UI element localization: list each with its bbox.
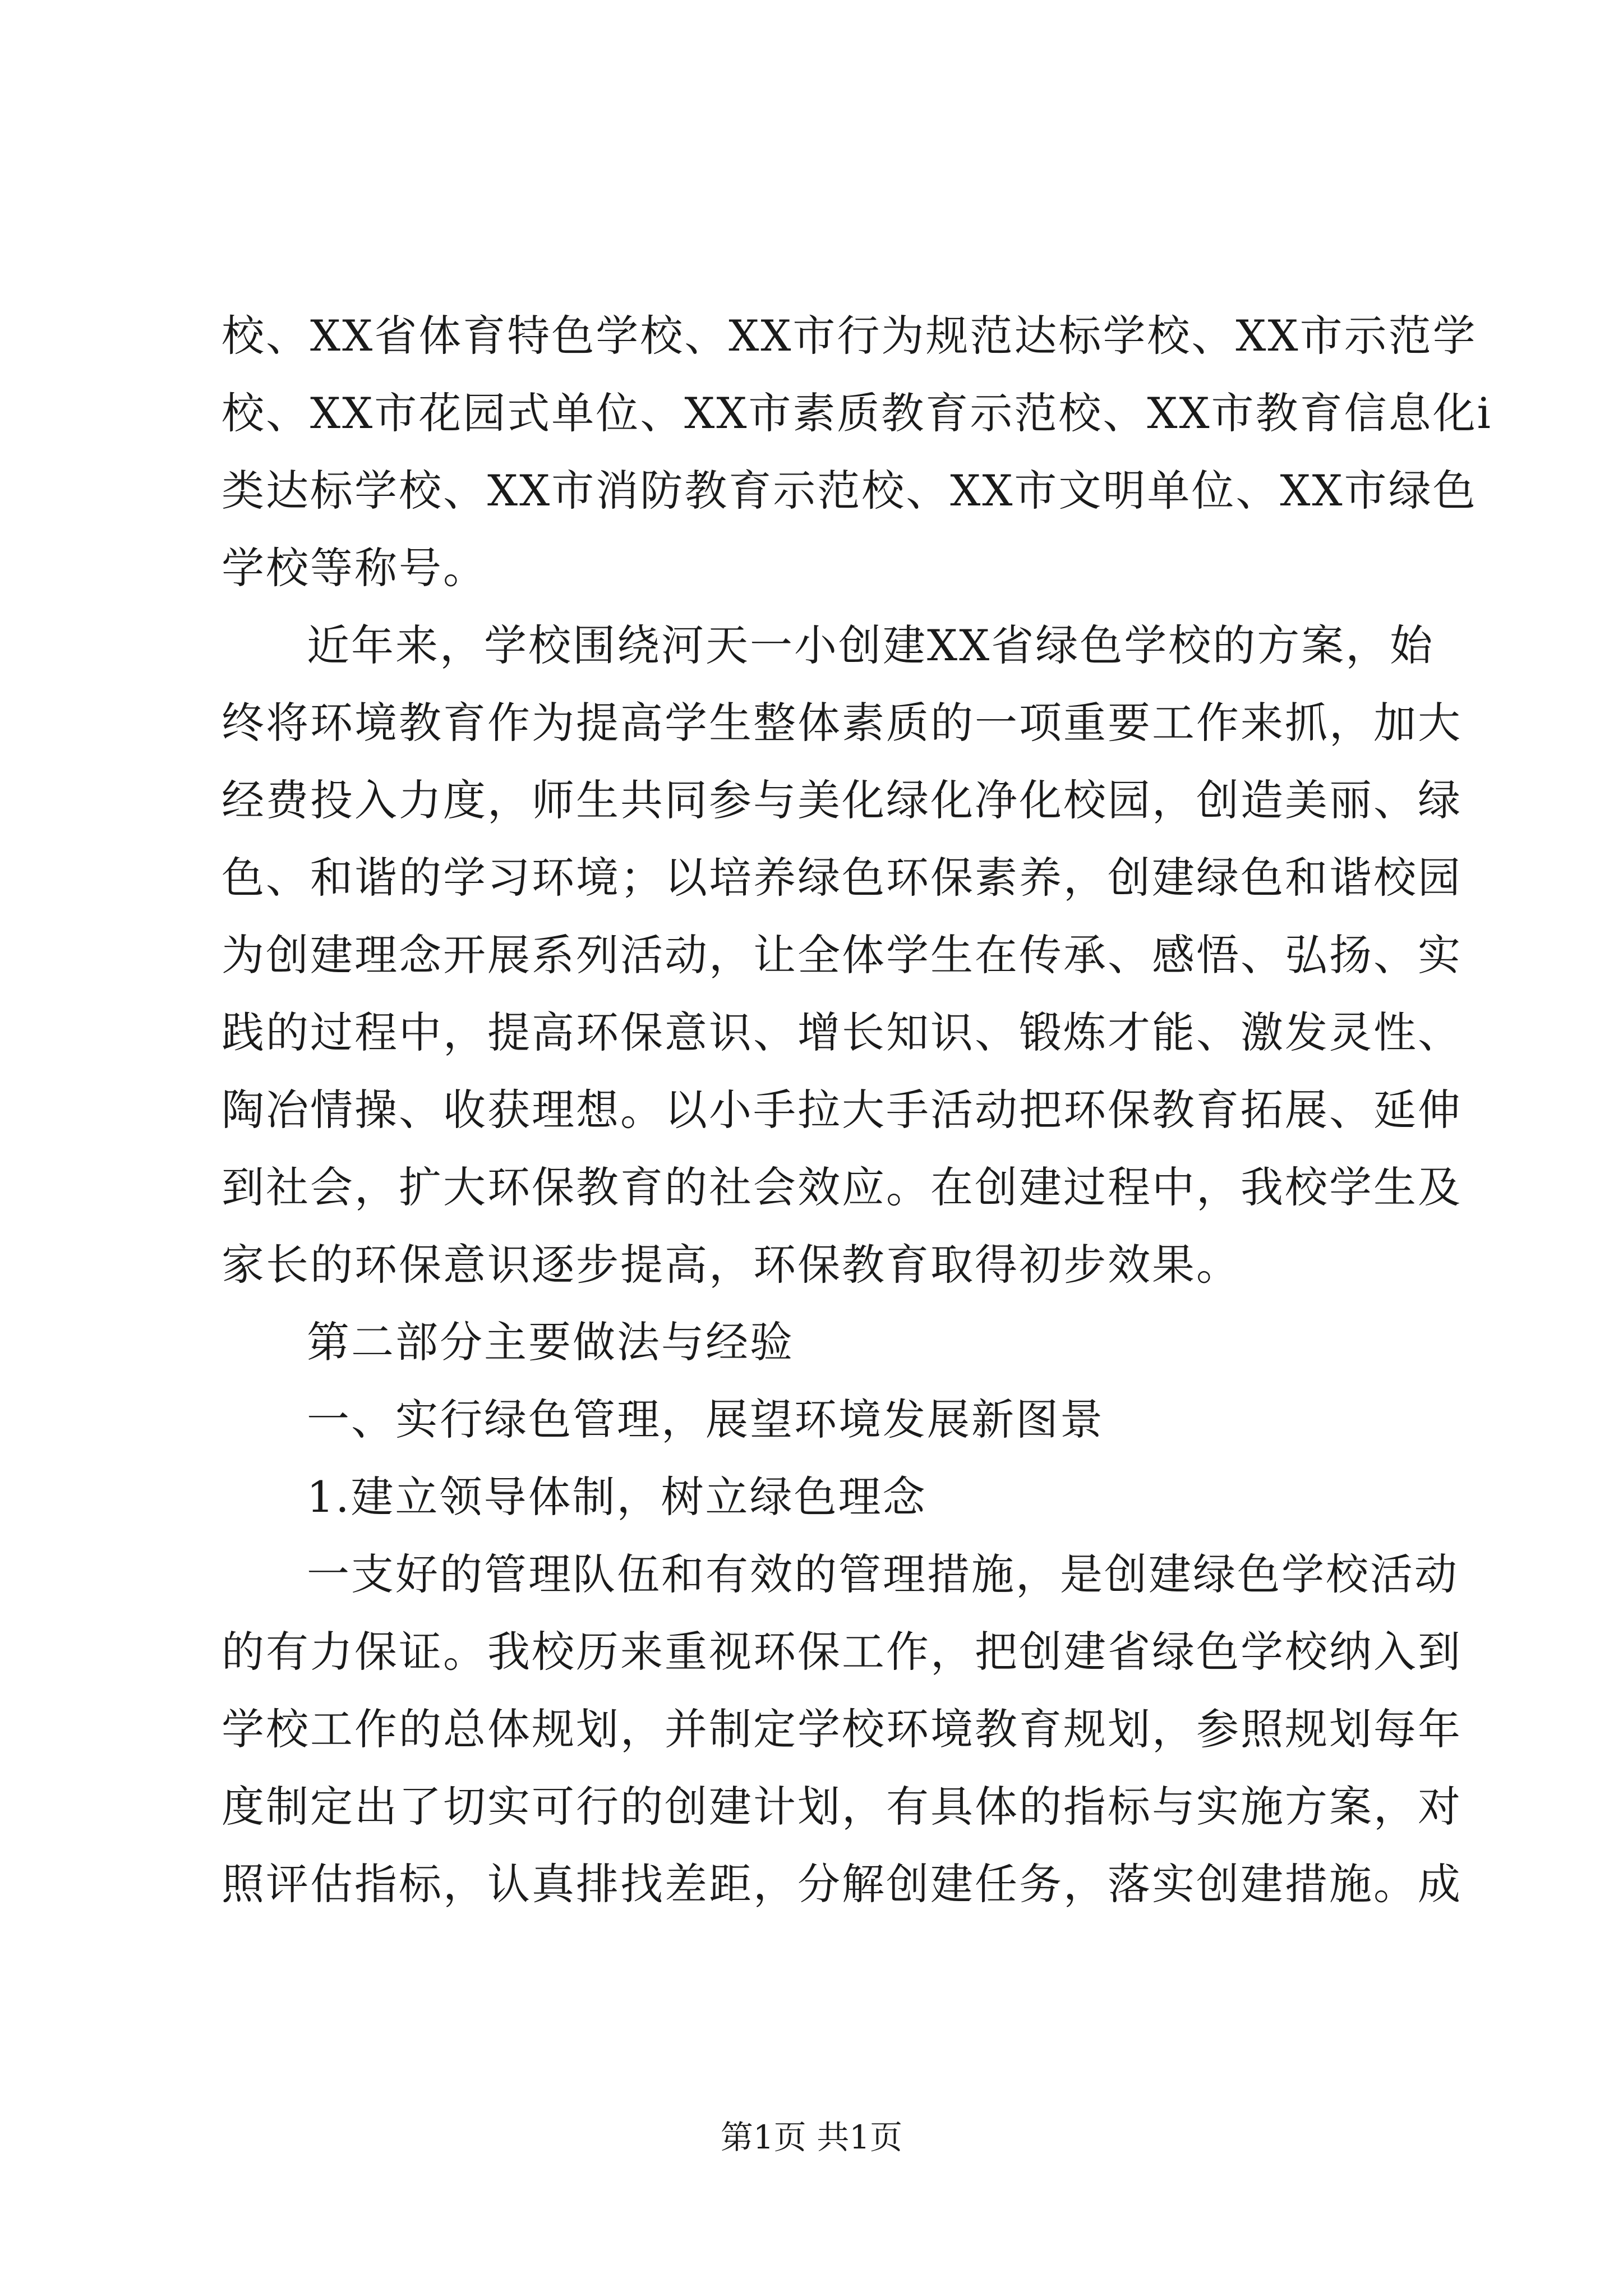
- text-line: 度制定出了切实可行的创建计划，有具体的指标与实施方案，对: [222, 1782, 1462, 1832]
- text-line: 类达标学校、XX市消防教育示范校、XX市文明单位、XX市绿色: [222, 466, 1477, 516]
- text-line: 学校工作的总体规划，并制定学校环境教育规划，参照规划每年: [222, 1704, 1462, 1754]
- page-footer: 第1页 共1页: [720, 2118, 903, 2156]
- text-line: 终将环境教育作为提高学生整体素质的一项重要工作来抓，加大: [222, 698, 1462, 748]
- text-line: 校、XX省体育特色学校、XX市行为规范达标学校、XX市示范学: [222, 311, 1477, 361]
- text-line: 为创建理念开展系列活动，让全体学生在传承、感悟、弘扬、实: [222, 930, 1462, 980]
- text-line: 色、和谐的学习环境；以培养绿色环保素养，创建绿色和谐校园: [222, 853, 1462, 903]
- paragraph-start-line: 一支好的管理队伍和有效的管理措施，是创建绿色学校活动: [307, 1549, 1459, 1599]
- paragraph-start-line: 近年来，学校围绕河天一小创建XX省绿色学校的方案，始: [307, 620, 1435, 670]
- text-line: 到社会，扩大环保教育的社会效应。在创建过程中，我校学生及: [222, 1162, 1462, 1212]
- text-line: 践的过程中，提高环保意识、增长知识、锻炼才能、激发灵性、: [222, 1007, 1462, 1057]
- subsection-heading: 一、实行绿色管理，展望环境发展新图景: [307, 1395, 1104, 1444]
- section-heading: 第二部分主要做法与经验: [307, 1317, 794, 1367]
- text-line: 照评估指标，认真排找差距，分解创建任务，落实创建措施。成: [222, 1859, 1462, 1909]
- text-line: 校、XX市花园式单位、XX市素质教育示范校、XX市教育信息化ⅰ: [222, 388, 1492, 438]
- text-line: 经费投入力度，师生共同参与美化绿化净化校园，创造美丽、绿: [222, 775, 1462, 825]
- text-line: 学校等称号。: [222, 543, 487, 593]
- document-body: [222, 297, 1492, 1923]
- text-line: 的有力保证。我校历来重视环保工作，把创建省绿色学校纳入到: [222, 1627, 1462, 1677]
- text-line: 家长的环保意识逐步提高，环保教育取得初步效果。: [222, 1240, 1241, 1290]
- text-line: 陶冶情操、收获理想。以小手拉大手活动把环保教育拓展、延伸: [222, 1085, 1462, 1135]
- item-heading: 1.建立领导体制，树立绿色理念: [307, 1472, 927, 1522]
